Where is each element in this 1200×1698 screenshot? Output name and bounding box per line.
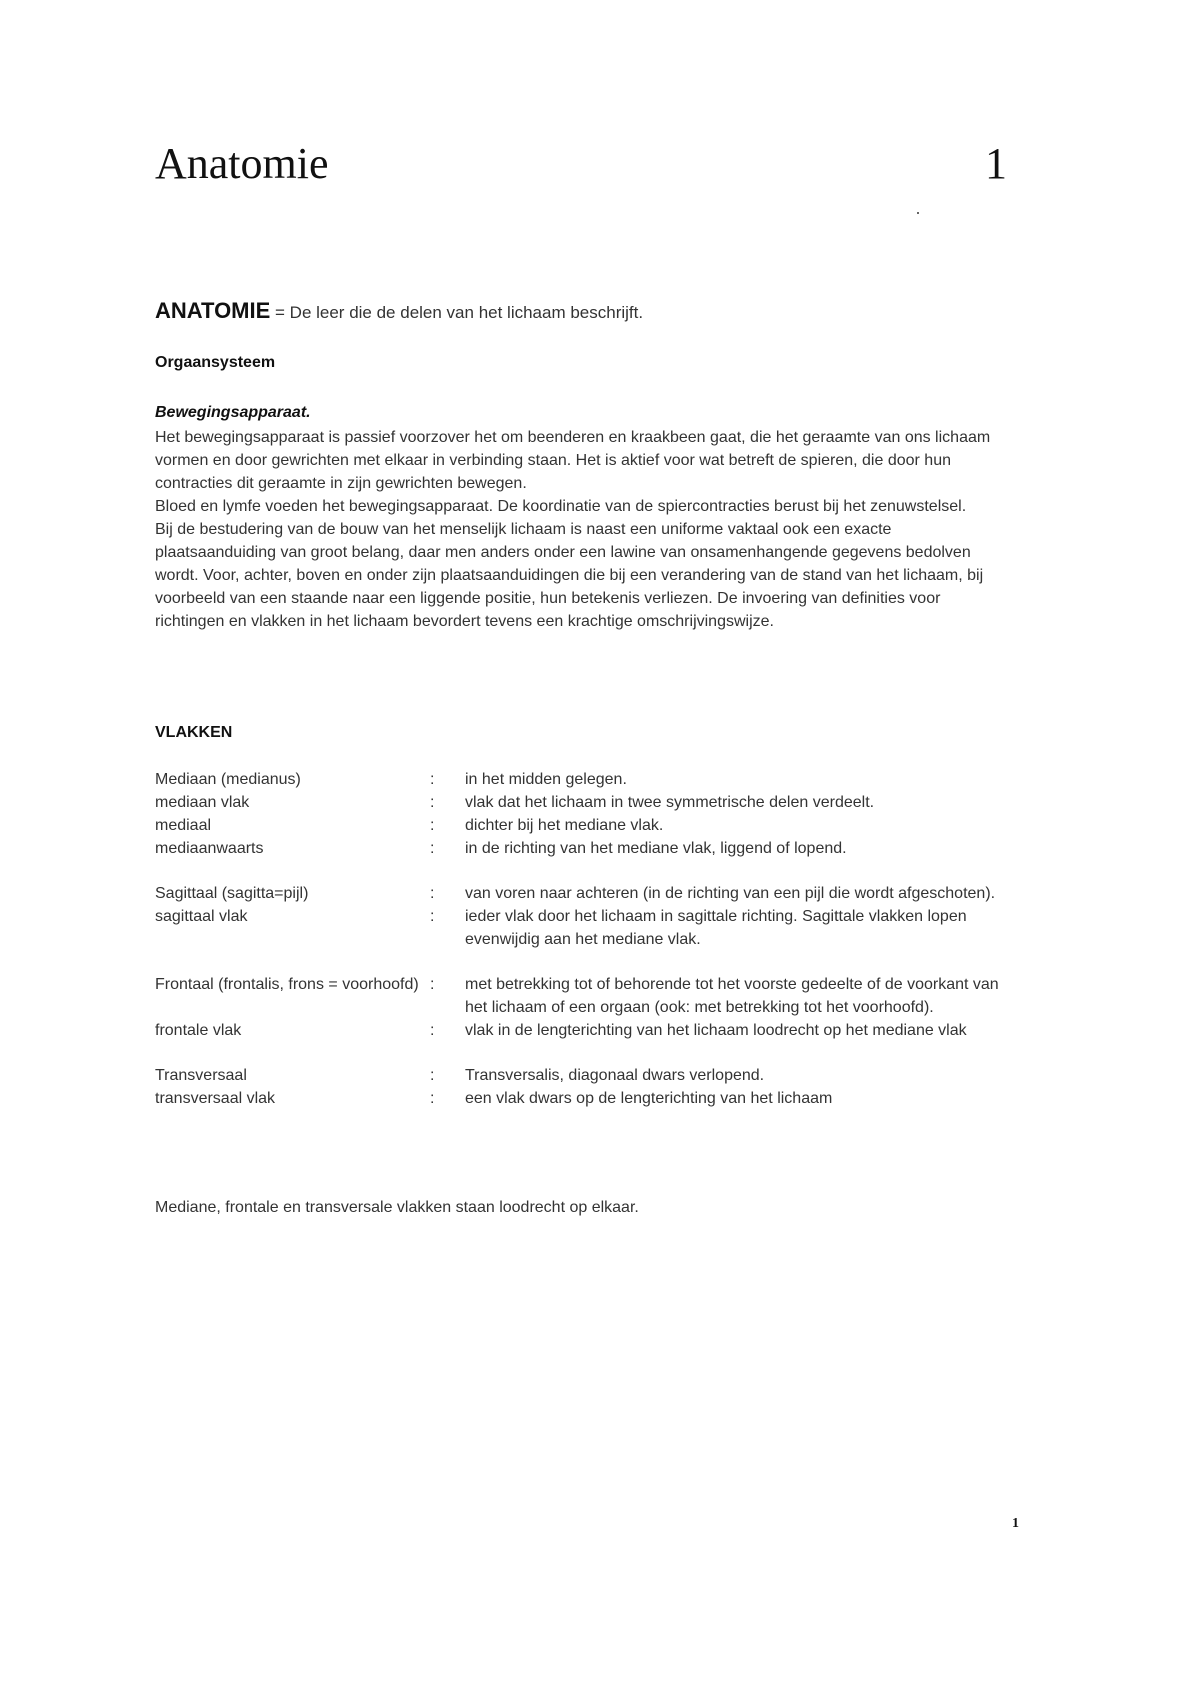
definition-row [155, 882, 1025, 905]
definition-desc: in het midden gelegen. [465, 771, 627, 788]
definition-row [155, 905, 1025, 951]
page-number: 1 [1012, 1516, 1019, 1531]
colon: : [430, 840, 435, 857]
colon: : [430, 817, 435, 834]
definition-term: mediaal [155, 817, 212, 834]
definition-row [155, 1064, 1025, 1087]
paragraph: Het bewegingsapparaat is passief voorzover het om beenderen en kraakbeen gaat, die het geraamte van ons lichaam vormen en door gewrichten met elkaar in verbinding staan. Het is aktief voor wat betreft de spieren, die door hun contracties dit geraamte in zijn gewrichten bewegen. [155, 429, 991, 492]
paragraph: Bij de bestudering van de bouw van het menselijk lichaam is naast een uniforme vaktaal ook een exacte plaatsaanduiding van groot belang, daar men anders onder een lawine van onsamenhangende gegevens bedolven wordt. Voor, achter, boven en onder zijn plaatsaanduidingen die bij een verandering van de stand van het lichaam, bij voorbeeld van een staande naar een liggende positie, hun betekenis verliezen. De invoering van definities voor richtingen en vlakken in het lichaam bevordert tevens een krachtige omschrijvingswijze. [155, 521, 984, 630]
chapter-number: 1 [985, 139, 1007, 188]
colon: : [430, 794, 435, 811]
definition-term: Transversaal [155, 1067, 247, 1084]
definition-desc: ieder vlak door het lichaam in sagittale richting. Sagittale vlakken lopen evenwijdig aan het mediane vlak. [465, 908, 967, 948]
vlakken-conclusion: Mediane, frontale en transversale vlakken staan loodrecht op elkaar. [155, 1199, 639, 1216]
chapter-title: Anatomie [155, 139, 329, 188]
definition-group-frontaal [155, 973, 1025, 1042]
colon: : [430, 885, 435, 902]
definition-desc: een vlak dwars op de lengterichting van het lichaam [465, 1090, 833, 1107]
definition-row [155, 1087, 1025, 1110]
definition-group-transversaal [155, 1064, 1025, 1110]
definition-term: Sagittaal (sagitta=pijl) [155, 885, 309, 902]
colon: : [430, 1022, 435, 1039]
anatomie-definition [155, 298, 643, 324]
definition-term: transversaal vlak [155, 1090, 276, 1107]
definition-desc: Transversalis, diagonaal dwars verlopend. [465, 1067, 765, 1084]
definition-desc: vlak in de lengterichting van het lichaam loodrecht op het mediane vlak [465, 1022, 967, 1039]
colon: : [430, 1090, 435, 1107]
definition-term: sagittaal vlak [155, 908, 248, 925]
heading-orgaansysteem: Orgaansysteem [155, 354, 276, 371]
definition-term: Frontaal (frontalis, frons = voorhoofd) [155, 976, 419, 993]
definition-row [155, 1019, 1025, 1042]
colon: : [430, 976, 435, 993]
definition-term: Mediaan (medianus) [155, 771, 301, 788]
paragraph: Bloed en lymfe voeden het bewegingsapparaat. De koordinatie van de spiercontracties berust bij het zenuwstelsel. [155, 498, 967, 515]
definition-desc: in de richting van het mediane vlak, liggend of lopend. [465, 840, 847, 857]
definition-desc: van voren naar achteren (in de richting van een pijl die wordt afgeschoten). [465, 885, 996, 902]
definition-desc: vlak dat het lichaam in twee symmetrische delen verdeelt. [465, 794, 875, 811]
definition-term: mediaanwaarts [155, 840, 264, 857]
scan-speck [917, 212, 919, 214]
colon: : [430, 1067, 435, 1084]
definition-desc: dichter bij het mediane vlak. [465, 817, 664, 834]
vlakken-definitions [155, 768, 1025, 1132]
definition-row [155, 837, 1025, 860]
definition-row [155, 814, 1025, 837]
bewegingsapparaat-text [155, 426, 1005, 633]
definition-row [155, 791, 1025, 814]
heading-bewegingsapparaat: Bewegingsapparaat. [155, 404, 311, 421]
heading-vlakken: VLAKKEN [155, 724, 233, 741]
definition-term: mediaan vlak [155, 794, 250, 811]
definition-group-sagittaal [155, 882, 1025, 951]
definition-term: frontale vlak [155, 1022, 242, 1039]
definition-group-mediaan [155, 768, 1025, 860]
colon: : [430, 908, 435, 925]
definition-term: ANATOMIE [155, 298, 271, 323]
definition-row [155, 973, 1025, 1019]
colon: : [430, 771, 435, 788]
definition-row [155, 768, 1025, 791]
definition-desc: met betrekking tot of behorende tot het voorste gedeelte of de voorkant van het lichaam of een orgaan (ook: met betrekking tot het voorhoofd). [465, 976, 999, 1016]
definition-text: = De leer die de delen van het lichaam beschrijft. [270, 303, 644, 322]
